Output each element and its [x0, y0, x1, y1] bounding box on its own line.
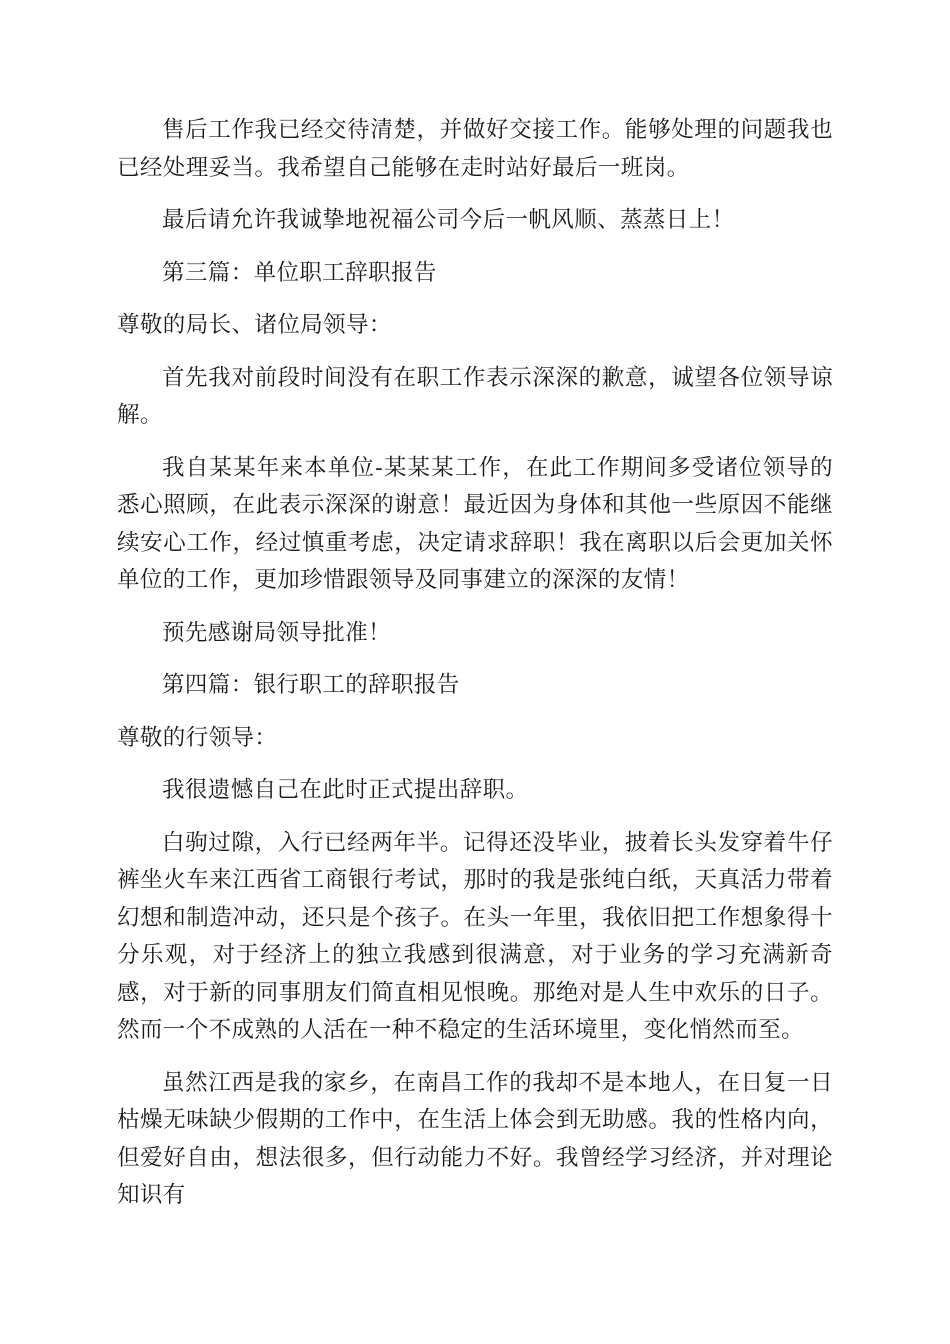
document-body — [117, 112, 833, 1230]
paragraph-apology: 首先我对前段时间没有在职工作表示深深的歉意，诚望各位领导谅解。 — [117, 364, 833, 428]
paragraph-thanks: 预先感谢局领导批准！ — [162, 619, 392, 646]
paragraph-regret: 我很遗憾自己在此时正式提出辞职。 — [162, 777, 529, 803]
paragraph-memories: 白驹过隙，入行已经两年半。记得还没毕业，披着长头发穿着牛仔裤坐火车来江西省工商银行考试，那时的我是张纯白纸，天真活力带着幻想和制造冲动，还只是个孩子。在头一年里，我依旧把工作想象得十分乐观，对于经济上的独立我感到很满意，对于业务的学习充满新奇感，对于新的同事朋友们简直相见恨晚。那绝对是人生中欢乐的日子。然而一个不成熟的人活在一种不稳定的生活环境里，变化悄然而至。 — [117, 829, 833, 1043]
paragraph-handover: 售后工作我已经交待清楚，并做好交接工作。能够处理的问题我也已经处理妥当。我希望自己能够在走时站好最后一班岗。 — [117, 117, 833, 181]
paragraph-blessing: 最后请允许我诚挚地祝福公司今后一帆风顺、蒸蒸日上！ — [162, 207, 735, 233]
section-heading-4: 第四篇：银行职工的辞职报告 — [162, 672, 460, 698]
salutation-bureau: 尊敬的局长、诸位局领导： — [117, 312, 392, 338]
section-heading-3: 第三篇：单位职工辞职报告 — [162, 259, 437, 286]
paragraph-resignation-reason: 我自某某年来本单位-某某某工作，在此工作期间多受诸位领导的悉心照顾，在此表示深深的谢意！最近因为身体和其他一些原因不能继续安心工作，经过慎重考虑，决定请求辞职！我在离职以后会更加关怀单位的工作，更加珍惜跟领导及同事建立的深深的友情！ — [117, 454, 833, 593]
salutation-bank: 尊敬的行领导： — [117, 724, 278, 751]
paragraph-hometown: 虽然江西是我的家乡，在南昌工作的我却不是本地人，在日复一日枯燥无味缺少假期的工作中，在生活上体会到无助感。我的性格内向，但爱好自由，想法很多，但行动能力不好。我曾经学习经济，并对理论知识有 — [117, 1069, 833, 1208]
